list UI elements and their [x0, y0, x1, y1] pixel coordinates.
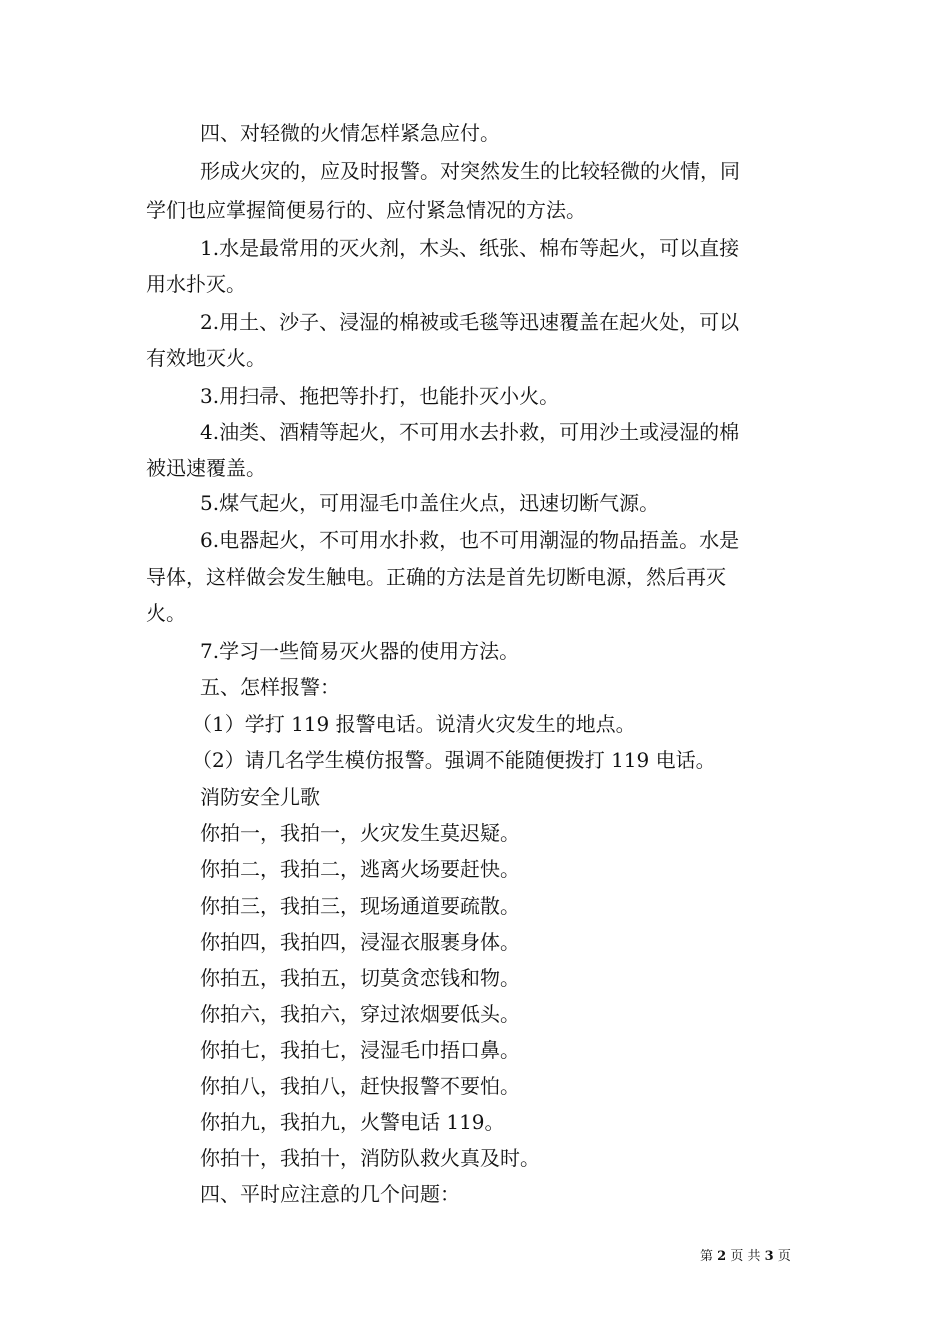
footer-middle: 页 共: [730, 1249, 761, 1264]
paragraph-line: 学们也应掌握简便易行的、应付紧急情况的方法。: [146, 198, 586, 222]
list-item-6: 6.电器起火，不可用水扑救，也不可用潮湿的物品捂盖。水是: [200, 528, 740, 552]
list-item-2: 2.用土、沙子、浸湿的棉被或毛毯等迅速覆盖在起火处，可以: [200, 310, 740, 334]
paragraph-line: 形成火灾的，应及时报警。对突然发生的比较轻微的火情，同: [200, 159, 740, 183]
rhyme-line: 你拍三，我拍三，现场通道要疏散。: [200, 894, 520, 918]
list-item-2-cont: 有效地灭火。: [146, 346, 266, 370]
footer-suffix: 页: [777, 1249, 791, 1264]
report-step-1: （1）学打 119 报警电话。说清火灾发生的地点。: [192, 712, 636, 736]
report-step-2: （2）请几名学生模仿报警。强调不能随便拨打 119 电话。: [192, 748, 716, 772]
rhyme-line: 你拍八，我拍八，赶快报警不要怕。: [200, 1074, 520, 1098]
list-item-7: 7.学习一些简易灭火器的使用方法。: [200, 639, 520, 663]
list-item-3: 3.用扫帚、拖把等扑打，也能扑灭小火。: [200, 384, 560, 408]
rhyme-line: 你拍七，我拍七，浸湿毛巾捂口鼻。: [200, 1038, 520, 1062]
section-heading-5: 五、怎样报警：: [200, 675, 340, 699]
rhyme-title: 消防安全儿歌: [200, 785, 320, 809]
footer-prefix: 第: [700, 1249, 714, 1264]
section-heading-4: 四、对轻微的火情怎样紧急应付。: [200, 121, 500, 145]
rhyme-line: 你拍一，我拍一，火灾发生莫迟疑。: [200, 821, 520, 845]
rhyme-line: 你拍四，我拍四，浸湿衣服裹身体。: [200, 930, 520, 954]
rhyme-line: 你拍九，我拍九，火警电话 119。: [200, 1110, 505, 1134]
list-item-1-cont: 用水扑灭。: [146, 272, 246, 296]
page-footer: [700, 1247, 791, 1267]
rhyme-line: 你拍十，我拍十，消防队救火真及时。: [200, 1146, 540, 1170]
list-item-6-cont: 火。: [146, 601, 186, 625]
list-item-1: 1.水是最常用的灭火剂，木头、纸张、棉布等起火，可以直接: [200, 236, 740, 260]
current-page-number: 2: [717, 1249, 727, 1264]
list-item-4: 4.油类、酒精等起火，不可用水去扑救，可用沙土或浸湿的棉: [200, 420, 740, 444]
rhyme-line: 你拍六，我拍六，穿过浓烟要低头。: [200, 1002, 520, 1026]
total-pages-number: 3: [764, 1249, 774, 1264]
list-item-5: 5.煤气起火，可用湿毛巾盖住火点，迅速切断气源。: [200, 491, 660, 515]
rhyme-line: 你拍五，我拍五，切莫贪恋钱和物。: [200, 966, 520, 990]
rhyme-line: 你拍二，我拍二，逃离火场要赶快。: [200, 857, 520, 881]
list-item-4-cont: 被迅速覆盖。: [146, 456, 266, 480]
list-item-6-cont: 导体，这样做会发生触电。正确的方法是首先切断电源，然后再灭: [146, 565, 726, 589]
section-heading-4b: 四、平时应注意的几个问题：: [200, 1182, 460, 1206]
